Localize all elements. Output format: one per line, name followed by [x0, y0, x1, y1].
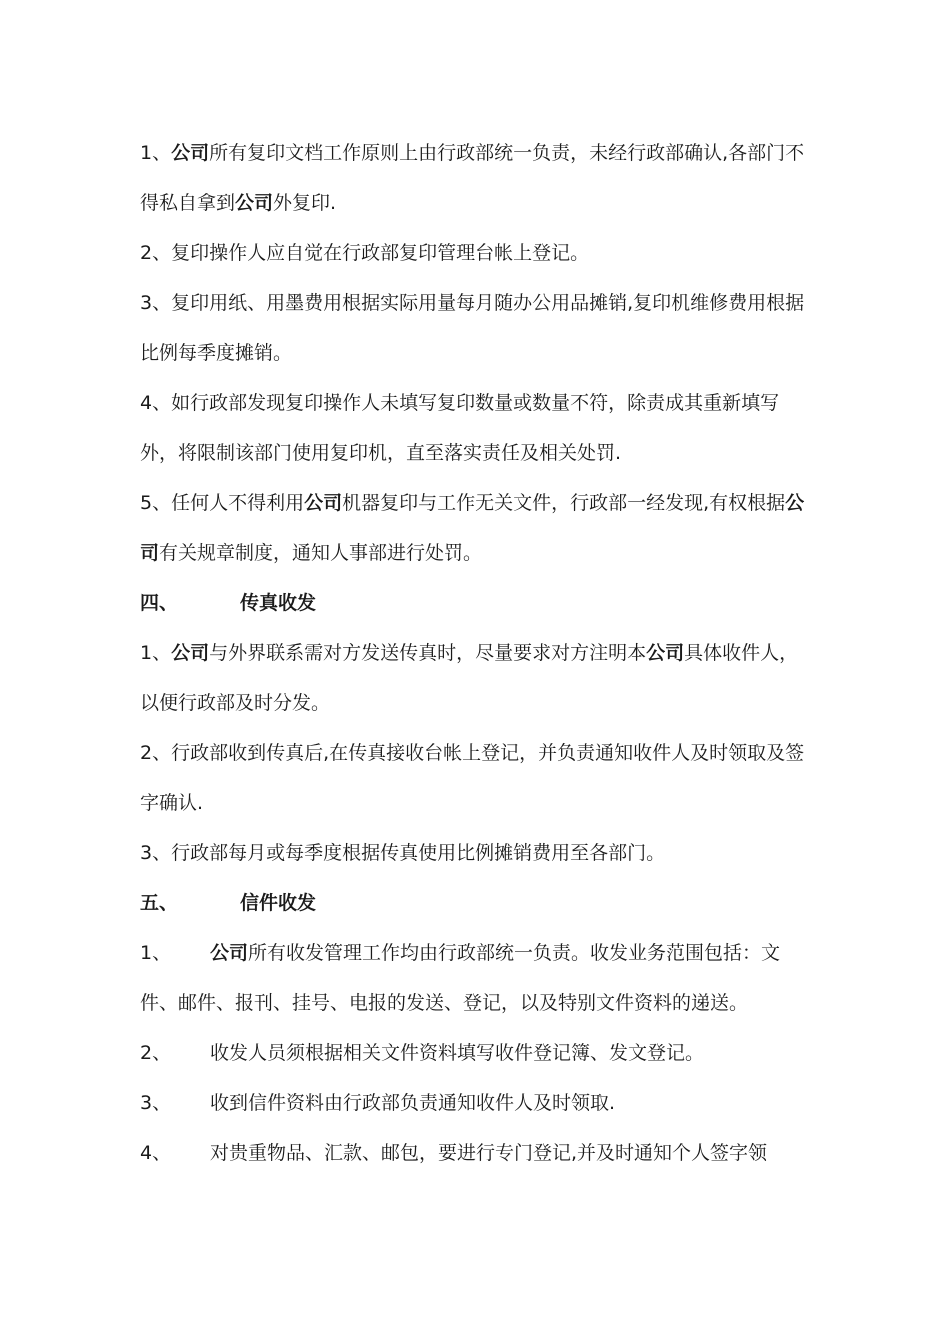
- paragraph-line: 外，将限制该部门使用复印机，直至落实责任及相关处罚.: [140, 442, 622, 464]
- paragraph-line: 比例每季度摊销。: [140, 342, 293, 364]
- company-term: 公司: [235, 192, 274, 214]
- paragraph-line: [140, 140, 820, 166]
- line-text: 机器复印与工作无关文件，行政部一经发现,有权根据: [342, 492, 786, 514]
- paragraph-line: [140, 1140, 820, 1166]
- paragraph-line: [140, 1090, 820, 1116]
- line-text: 得私自拿到: [140, 192, 236, 214]
- item-number: 1、: [140, 142, 172, 164]
- line-text: 所有复印文档工作原则上由行政部统一负责，未经行政部确认,各部门不: [209, 142, 805, 164]
- company-term: 公司: [171, 642, 210, 664]
- item-number: 2、: [140, 1042, 172, 1064]
- section-number: 五、: [140, 892, 179, 914]
- paragraph-line: 2、复印操作人应自觉在行政部复印管理台帐上登记。: [140, 242, 590, 264]
- paragraph-line: 3、复印用纸、用墨费用根据实际用量每月随办公用品摊销,复印机维修费用根据: [140, 292, 805, 314]
- item-number: 4、: [140, 1142, 172, 1164]
- line-text: 收发人员须根据相关文件资料填写收件登记簿、发文登记。: [210, 1042, 705, 1064]
- paragraph-line: [140, 1040, 820, 1066]
- company-term: 公司: [646, 642, 685, 664]
- company-term: 公司: [210, 942, 249, 964]
- section-heading: [140, 890, 820, 916]
- paragraph-line: [140, 640, 820, 666]
- company-term: 公司: [304, 492, 343, 514]
- paragraph-line: 以便行政部及时分发。: [140, 692, 331, 714]
- line-text: 收到信件资料由行政部负责通知收件人及时领取.: [210, 1092, 616, 1114]
- item-number: 1、: [140, 942, 172, 964]
- paragraph-line: 2、行政部收到传真后,在传真接收台帐上登记，并负责通知收件人及时领取及签: [140, 742, 805, 764]
- paragraph-line: [140, 490, 820, 516]
- section-number: 四、: [140, 592, 179, 614]
- paragraph-line: [140, 540, 820, 566]
- line-text: 具体收件人，: [684, 642, 799, 664]
- company-term-part: 公: [785, 492, 805, 514]
- line-text: 对贵重物品、汇款、邮包，要进行专门登记,并及时通知个人签字领: [210, 1142, 768, 1164]
- line-text: 有关规章制度，通知人事部进行处罚。: [159, 542, 483, 564]
- line-text: 5、任何人不得利用: [140, 492, 305, 514]
- item-number: 1、: [140, 642, 172, 664]
- paragraph-line: [140, 940, 820, 966]
- company-term: 公司: [171, 142, 210, 164]
- section-heading: [140, 590, 820, 616]
- section-title: 传真收发: [240, 592, 317, 614]
- item-number: 3、: [140, 1092, 172, 1114]
- line-text: 外复印.: [273, 192, 337, 214]
- section-title: 信件收发: [240, 892, 317, 914]
- paragraph-line: 字确认.: [140, 792, 204, 814]
- paragraph-line: [140, 190, 820, 216]
- paragraph-line: 3、行政部每月或每季度根据传真使用比例摊销费用至各部门。: [140, 842, 666, 864]
- line-text: 与外界联系需对方发送传真时，尽量要求对方注明本: [209, 642, 647, 664]
- paragraph-line: 件、邮件、报刊、挂号、电报的发送、登记，以及特别文件资料的递送。: [140, 992, 749, 1014]
- line-text: 所有收发管理工作均由行政部统一负责。收发业务范围包括：文: [248, 942, 781, 964]
- company-term-part: 司: [140, 542, 160, 564]
- paragraph-line: 4、如行政部发现复印操作人未填写复印数量或数量不符，除责成其重新填写: [140, 392, 780, 414]
